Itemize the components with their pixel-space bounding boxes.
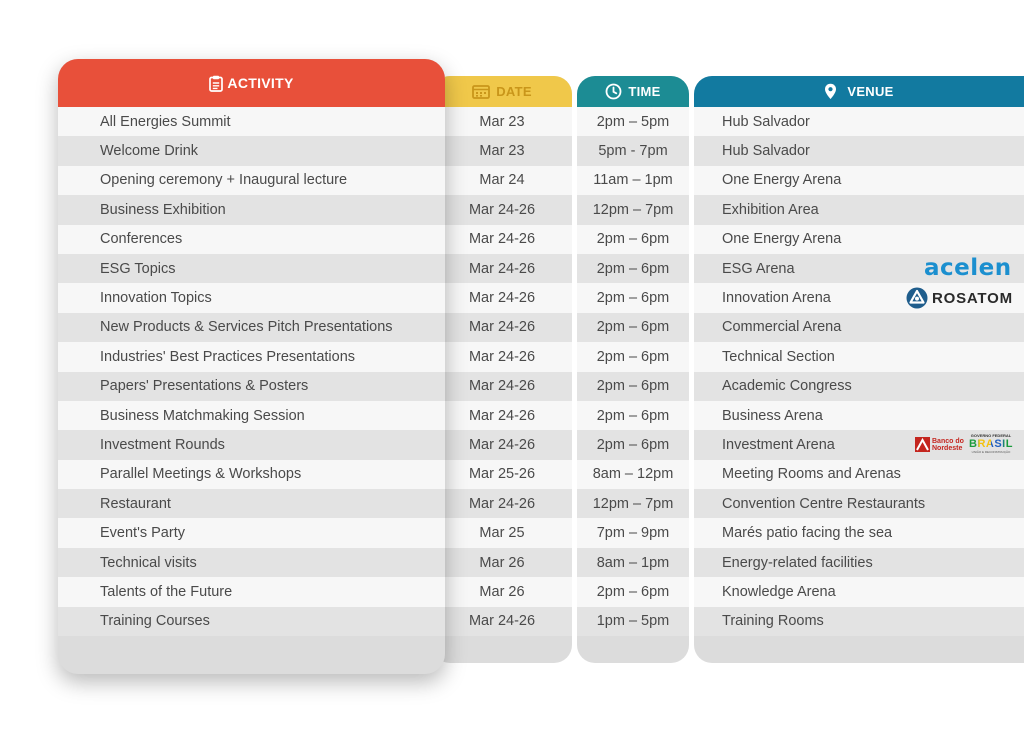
gov-small-text: GOVERNO FEDERAL <box>970 433 1012 438</box>
activity-cell-text: New Products & Services Pitch Presentations <box>100 319 393 336</box>
time-cell-text: 2pm – 6pm <box>596 583 670 600</box>
time-cell-text: 2pm – 6pm <box>596 231 670 248</box>
time-header <box>577 76 689 107</box>
venue-rows <box>694 107 1024 636</box>
activity-cell-text: Business Exhibition <box>100 201 226 218</box>
venue-cell-text: Training Rooms <box>722 613 824 630</box>
venue-cell <box>694 107 1024 136</box>
bnb-line1: Banco do <box>932 437 964 445</box>
date-cell <box>432 225 572 254</box>
venue-cell-text: Commercial Arena <box>722 319 842 336</box>
date-cell <box>432 548 572 577</box>
date-header <box>432 76 572 107</box>
activity-cell-text: Business Matchmaking Session <box>100 407 305 424</box>
time-cell-text: 2pm – 6pm <box>596 407 670 424</box>
date-cell-text: Mar 25-26 <box>468 466 536 483</box>
time-cell <box>577 225 689 254</box>
activity-cell <box>58 136 445 165</box>
time-cell-text: 1pm – 5pm <box>596 613 670 630</box>
time-cell-text: 8am – 1pm <box>596 554 670 571</box>
date-cell-text: Mar 24-26 <box>468 378 536 395</box>
date-cell-text: Mar 26 <box>479 554 525 571</box>
venue-cell-text: Energy-related facilities <box>722 554 873 571</box>
activity-cell <box>58 107 445 136</box>
venue-cell-text: Technical Section <box>722 348 835 365</box>
activity-cell-text: All Energies Summit <box>100 113 231 130</box>
venue-cell <box>694 548 1024 577</box>
time-cell <box>577 283 689 312</box>
time-cell <box>577 342 689 371</box>
time-cell <box>577 548 689 577</box>
time-cell-text: 2pm – 5pm <box>596 113 670 130</box>
date-cell <box>432 136 572 165</box>
time-cell <box>577 107 689 136</box>
date-rows <box>432 107 572 636</box>
date-cell <box>432 195 572 224</box>
activity-header <box>58 59 445 107</box>
activity-header-label: ACTIVITY <box>227 75 294 91</box>
date-cell-text: Mar 24 <box>479 172 525 189</box>
activity-cell <box>58 489 445 518</box>
acelen-logo: acelen <box>924 255 1012 281</box>
activity-cell <box>58 372 445 401</box>
activity-cell <box>58 166 445 195</box>
time-cell-text: 2pm – 6pm <box>596 260 670 277</box>
activity-cell <box>58 313 445 342</box>
time-cell-text: 2pm – 6pm <box>596 378 670 395</box>
activity-cell-text: ESG Topics <box>100 260 176 277</box>
venue-header <box>694 76 1024 107</box>
banco-do-nordeste-logo <box>915 437 964 452</box>
venue-column <box>694 76 1024 663</box>
activity-cell-text: Opening ceremony + Inaugural lecture <box>100 172 348 189</box>
time-cell-text: 7pm – 9pm <box>596 525 670 542</box>
time-cell-text: 12pm – 7pm <box>592 201 674 218</box>
venue-cell <box>694 136 1024 165</box>
rosatom-wordmark: ROSATOM <box>932 289 1013 307</box>
activity-cell-text: Training Courses <box>100 613 210 630</box>
venue-cell <box>694 225 1024 254</box>
time-cell-text: 11am – 1pm <box>593 172 673 189</box>
venue-cell <box>694 372 1024 401</box>
time-cell <box>577 401 689 430</box>
time-header-label: TIME <box>628 84 661 99</box>
venue-cell-text: Exhibition Area <box>722 201 819 218</box>
venue-cell <box>694 166 1024 195</box>
time-rows <box>577 107 689 636</box>
date-cell-text: Mar 26 <box>479 583 525 600</box>
time-cell-text: 8am – 12pm <box>592 466 674 483</box>
date-cell <box>432 342 572 371</box>
date-cell-text: Mar 24-26 <box>468 319 536 336</box>
time-column <box>577 76 689 663</box>
venue-cell <box>694 607 1024 636</box>
activity-cell <box>58 577 445 606</box>
venue-cell-text: One Energy Arena <box>722 172 842 189</box>
venue-cell-text: Hub Salvador <box>722 143 810 160</box>
activity-column <box>58 59 445 674</box>
banco-do-nordeste-emblem-icon <box>915 437 930 452</box>
venue-cell <box>694 342 1024 371</box>
date-cell <box>432 107 572 136</box>
date-cell <box>432 577 572 606</box>
bnb-line2: Nordeste <box>932 444 963 452</box>
gov-tagline-text: UNIÃO E RECONSTRUÇÃO <box>971 450 1011 454</box>
time-cell <box>577 607 689 636</box>
location-pin-icon <box>824 83 837 100</box>
activity-cell-text: Conferences <box>100 231 183 248</box>
gov-main-text: BRASIL <box>966 438 1016 450</box>
date-cell-text: Mar 25 <box>479 525 525 542</box>
calendar-icon <box>472 84 490 99</box>
time-cell <box>577 254 689 283</box>
activity-cell <box>58 607 445 636</box>
venue-cell-text: Academic Congress <box>722 378 852 395</box>
activity-cell <box>58 401 445 430</box>
date-cell-text: Mar 23 <box>479 143 525 160</box>
governo-federal-logo <box>966 433 1016 454</box>
activity-cell-text: Industries' Best Practices Presentations <box>100 348 356 365</box>
time-cell <box>577 577 689 606</box>
time-cell-text: 2pm – 6pm <box>596 348 670 365</box>
clock-icon <box>605 83 622 100</box>
venue-cell <box>694 460 1024 489</box>
time-cell-text: 2pm – 6pm <box>596 319 670 336</box>
date-cell-text: Mar 24-26 <box>468 260 536 277</box>
date-cell-text: Mar 24-26 <box>468 201 536 218</box>
venue-cell-text: Hub Salvador <box>722 113 810 130</box>
venue-cell <box>694 195 1024 224</box>
time-cell <box>577 195 689 224</box>
date-cell <box>432 166 572 195</box>
time-cell <box>577 136 689 165</box>
venue-cell-text: One Energy Arena <box>722 231 842 248</box>
date-cell-text: Mar 24-26 <box>468 407 536 424</box>
date-column <box>432 76 572 663</box>
date-cell-text: Mar 24-26 <box>468 231 536 248</box>
venue-cell-text: Investment Arena <box>722 436 835 453</box>
time-cell <box>577 518 689 547</box>
venue-cell <box>694 401 1024 430</box>
date-cell <box>432 313 572 342</box>
venue-cell-text: ESG Arena <box>722 260 795 277</box>
time-cell <box>577 489 689 518</box>
date-cell <box>432 460 572 489</box>
activity-cell-text: Talents of the Future <box>100 583 233 600</box>
time-cell-text: 2pm – 6pm <box>596 436 670 453</box>
venue-cell <box>694 577 1024 606</box>
activity-cell <box>58 518 445 547</box>
activity-cell <box>58 342 445 371</box>
date-cell <box>432 372 572 401</box>
time-cell-text: 5pm - 7pm <box>598 143 668 160</box>
date-cell-text: Mar 24-26 <box>468 613 536 630</box>
rosatom-logo <box>906 287 1013 309</box>
date-header-label: DATE <box>496 84 532 99</box>
date-cell <box>432 607 572 636</box>
activity-cell <box>58 430 445 459</box>
time-cell <box>577 313 689 342</box>
activity-cell-text: Technical visits <box>100 554 197 571</box>
activity-cell-text: Event's Party <box>100 525 185 542</box>
venue-cell-text: Marés patio facing the sea <box>722 525 893 542</box>
date-cell <box>432 401 572 430</box>
venue-cell <box>694 518 1024 547</box>
activity-cell <box>58 460 445 489</box>
activity-rows <box>58 107 445 636</box>
venue-cell-text: Convention Centre Restaurants <box>722 495 926 512</box>
date-cell-text: Mar 23 <box>479 113 525 130</box>
date-cell-text: Mar 24-26 <box>468 436 536 453</box>
venue-cell-text: Innovation Arena <box>722 290 831 307</box>
time-cell <box>577 460 689 489</box>
activity-cell-text: Innovation Topics <box>100 290 212 307</box>
activity-cell-text: Welcome Drink <box>100 143 199 160</box>
date-cell-text: Mar 24-26 <box>468 348 536 365</box>
activity-cell-text: Restaurant <box>100 495 171 512</box>
activity-cell <box>58 225 445 254</box>
time-cell <box>577 430 689 459</box>
time-cell-text: 2pm – 6pm <box>596 290 670 307</box>
date-cell-text: Mar 24-26 <box>468 495 536 512</box>
time-cell <box>577 166 689 195</box>
venue-cell <box>694 313 1024 342</box>
activity-cell-text: Papers' Presentations & Posters <box>100 378 309 395</box>
venue-cell-text: Business Arena <box>722 407 823 424</box>
time-cell <box>577 372 689 401</box>
venue-header-label: VENUE <box>847 84 894 99</box>
date-cell <box>432 430 572 459</box>
date-cell <box>432 283 572 312</box>
clipboard-icon <box>209 75 223 92</box>
activity-cell <box>58 254 445 283</box>
date-cell <box>432 489 572 518</box>
venue-cell-text: Meeting Rooms and Arenas <box>722 466 901 483</box>
activity-cell <box>58 283 445 312</box>
date-cell <box>432 518 572 547</box>
venue-cell <box>694 489 1024 518</box>
rosatom-emblem-icon <box>906 287 928 309</box>
time-cell-text: 12pm – 7pm <box>592 495 674 512</box>
activity-cell <box>58 195 445 224</box>
activity-cell-text: Investment Rounds <box>100 436 225 453</box>
date-cell-text: Mar 24-26 <box>468 290 536 307</box>
date-cell <box>432 254 572 283</box>
activity-cell-text: Parallel Meetings & Workshops <box>100 466 302 483</box>
activity-cell <box>58 548 445 577</box>
venue-cell-text: Knowledge Arena <box>722 583 836 600</box>
